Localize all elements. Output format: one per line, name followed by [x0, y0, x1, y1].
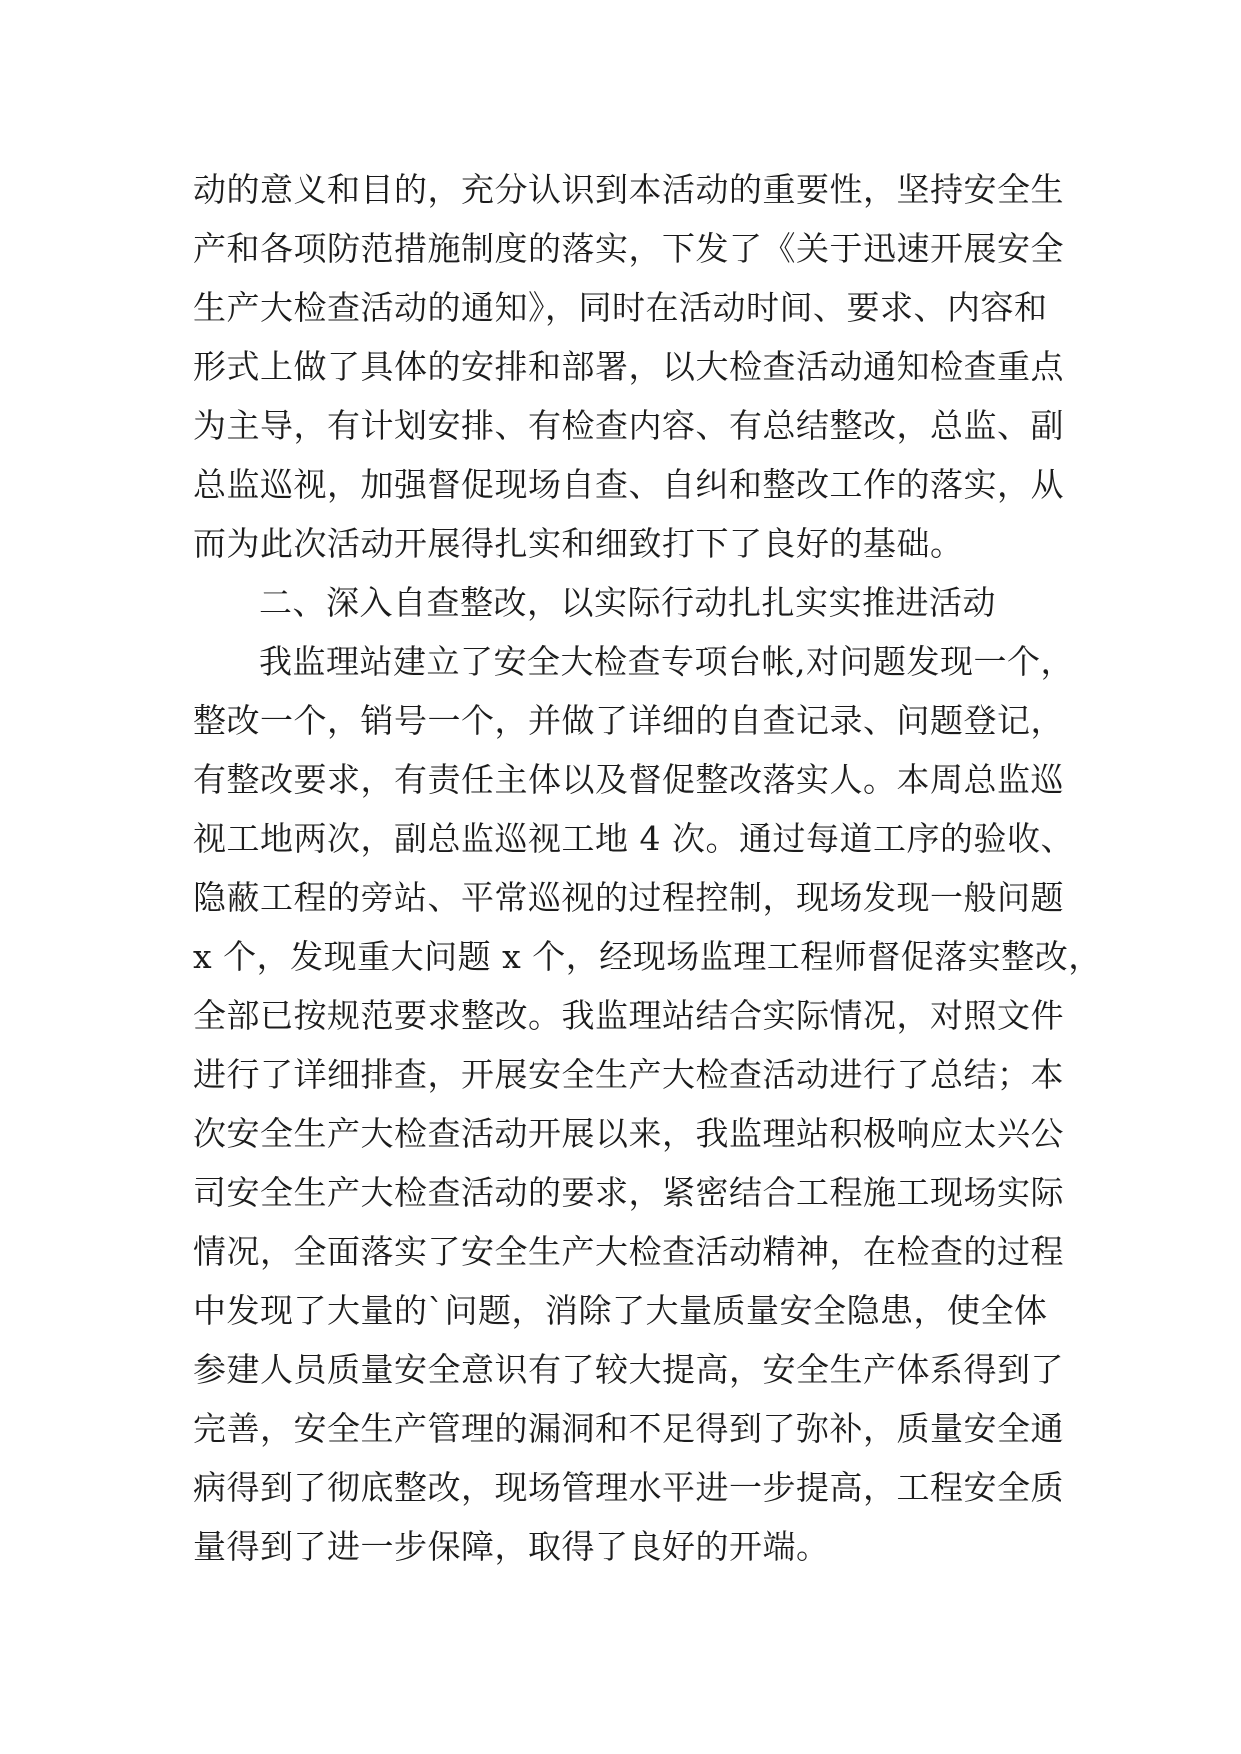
paragraph-line: 整改一个，销号一个，并做了详细的自查记录、问题登记， — [193, 701, 1064, 740]
paragraph-line: 次安全生产大检查活动开展以来，我监理站积极响应太兴公 — [193, 1114, 1064, 1153]
paragraph-line: 情况，全面落实了安全生产大检查活动精神，在检查的过程 — [193, 1232, 1064, 1271]
paragraph-line: x 个，发现重大问题 x 个，经现场监理工程师督促落实整改， — [193, 937, 1102, 976]
paragraph-line: 生产大检查活动的通知》，同时在活动时间、要求、内容和 — [193, 288, 1048, 327]
paragraph-line: 视工地两次，副总监巡视工地 4 次。通过每道工序的验收、 — [193, 819, 1074, 858]
paragraph-line: 我监理站建立了安全大检查专项台帐,对问题发现一个， — [259, 642, 1074, 681]
paragraph-line: 而为此次活动开展得扎实和细致打下了良好的基础。 — [193, 524, 964, 563]
paragraph-line: 有整改要求，有责任主体以及督促整改落实人。本周总监巡 — [193, 760, 1064, 799]
paragraph-line: 司安全生产大检查活动的要求，紧密结合工程施工现场实际 — [193, 1173, 1064, 1212]
paragraph-line: 病得到了彻底整改，现场管理水平进一步提高，工程安全质 — [193, 1468, 1064, 1507]
paragraph-2 — [193, 632, 1102, 1576]
section-heading: 二、深入自查整改，以实际行动扎扎实实推进活动 — [259, 583, 996, 622]
paragraph-line: 产和各项防范措施制度的落实，下发了《关于迅速开展安全 — [193, 229, 1064, 268]
paragraph-line: 量得到了进一步保障，取得了良好的开端。 — [193, 1527, 830, 1566]
paragraph-line: 动的意义和目的，充分认识到本活动的重要性，坚持安全生 — [193, 170, 1064, 209]
paragraph-line: 隐蔽工程的旁站、平常巡视的过程控制，现场发现一般问题 — [193, 878, 1064, 917]
paragraph-line: 全部已按规范要求整改。我监理站结合实际情况，对照文件 — [193, 996, 1064, 1035]
paragraph-1 — [193, 160, 1064, 573]
paragraph-line: 进行了详细排查，开展安全生产大检查活动进行了总结；本 — [193, 1055, 1064, 1094]
paragraph-line: 中发现了大量的`问题，消除了大量质量安全隐患，使全体 — [193, 1291, 1048, 1330]
paragraph-line: 完善，安全生产管理的漏洞和不足得到了弥补，质量安全通 — [193, 1409, 1064, 1448]
paragraph-line: 为主导，有计划安排、有检查内容、有总结整改，总监、副 — [193, 406, 1064, 445]
paragraph-line: 总监巡视，加强督促现场自查、自纠和整改工作的落实，从 — [193, 465, 1064, 504]
paragraph-line: 参建人员质量安全意识有了较大提高，安全生产体系得到了 — [193, 1350, 1064, 1389]
document-body — [193, 160, 1102, 1576]
paragraph-line: 形式上做了具体的安排和部署，以大检查活动通知检查重点 — [193, 347, 1064, 386]
